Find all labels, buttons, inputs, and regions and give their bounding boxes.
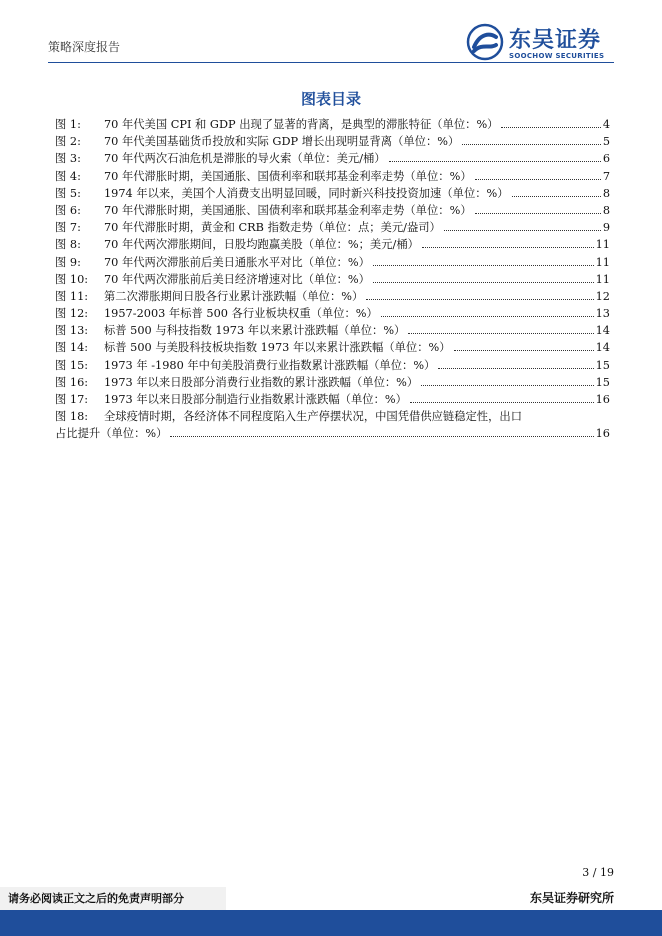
toc-entry-page: 5	[602, 135, 610, 149]
toc-entry[interactable]	[55, 133, 610, 150]
toc-leader-dots	[421, 385, 593, 386]
toc-entry-page: 16	[595, 427, 610, 441]
toc-entry-text: 1973 年 -1980 年中旬美股消费行业指数累计涨跌幅（单位：%）	[104, 358, 436, 372]
toc-entry[interactable]	[55, 391, 610, 408]
toc-leader-dots	[366, 299, 593, 300]
toc-entry-page: 16	[595, 393, 610, 406]
toc-entry-text: 70 年代美国 CPI 和 GDP 出现了显著的背离，是典型的滞胀特征（单位：%）	[104, 118, 499, 131]
toc-entry-page: 7	[602, 169, 610, 183]
toc-leader-dots	[373, 282, 594, 283]
toc-leader-dots	[444, 230, 601, 231]
toc-entry-page: 6	[602, 152, 610, 166]
toc-entry-page: 14	[595, 324, 610, 338]
toc-entry-label: 图 16:	[55, 375, 89, 389]
toc-entry-label: 图 11:	[55, 289, 89, 303]
toc-leader-dots	[462, 144, 601, 145]
footer-bar	[0, 910, 662, 936]
toc-entry-label: 图 2:	[55, 135, 81, 149]
toc-entry-page: 14	[595, 341, 610, 355]
toc-entry[interactable]	[55, 254, 610, 271]
toc-entry[interactable]	[55, 339, 610, 356]
toc-entry-text: 1957-2003 年标普 500 各行业板块权重（单位：%）	[104, 307, 378, 321]
toc-entry-label: 图 8:	[55, 238, 81, 252]
toc-entry-text: 70 年代滞胀时期，美国通胀、国债利率和联邦基金利率走势（单位：%）	[104, 169, 472, 183]
toc-entry-label: 图 12:	[55, 307, 89, 321]
toc-title: 图表目录	[300, 90, 361, 108]
toc-entry-text-continued: 占比提升（单位：%）	[55, 427, 168, 441]
toc-entry[interactable]	[55, 219, 610, 236]
toc-leader-dots	[512, 196, 601, 197]
toc-entry-text: 1973 年以来日股部分消费行业指数的累计涨跌幅（单位：%）	[104, 375, 419, 389]
toc-leader-dots	[454, 350, 594, 351]
toc-entry-label: 图 1:	[55, 118, 81, 131]
toc-leader-dots	[501, 127, 600, 128]
toc-entry-label: 图 9:	[55, 255, 81, 269]
toc-entry-page: 9	[602, 221, 610, 235]
toc-entry-page: 12	[595, 289, 610, 303]
toc-entry-text: 70 年代美国基础货币投放和实际 GDP 增长出现明显背离（单位：%）	[104, 135, 460, 149]
toc-entry-page: 4	[602, 118, 610, 131]
toc-entry-page: 11	[595, 272, 610, 286]
header-divider	[48, 62, 614, 63]
toc-entry-label: 图 13:	[55, 324, 89, 338]
toc-entry[interactable]	[55, 185, 610, 202]
toc-entry[interactable]	[55, 168, 610, 185]
toc-leader-dots	[422, 247, 594, 248]
toc-entry[interactable]	[55, 322, 610, 339]
toc-entry-text: 1974 年以来，美国个人消费支出明显回暖，同时新兴科技投资加速（单位：%）	[104, 186, 509, 200]
toc-entry-label: 图 6:	[55, 203, 81, 217]
report-type-label: 策略深度报告	[48, 40, 121, 54]
toc-entry-label: 图 3:	[55, 152, 81, 166]
toc-entry-page: 15	[595, 358, 610, 372]
toc-entry-label: 图 17:	[55, 393, 89, 406]
toc-leader-dots	[373, 265, 594, 266]
toc-entry[interactable]	[55, 271, 610, 288]
toc-entry-text: 70 年代滞胀时期，美国通胀、国债利率和联邦基金利率走势（单位：%）	[104, 203, 472, 217]
toc-entry-text: 70 年代两次滞胀前后美日经济增速对比（单位：%）	[104, 272, 370, 286]
institute-name: 东吴证券研究所	[529, 891, 614, 905]
toc-leader-dots	[410, 402, 594, 403]
toc-leader-dots	[389, 161, 601, 162]
toc-entry-text: 70 年代两次石油危机是滞胀的导火索（单位：美元/桶）	[104, 152, 386, 166]
logo-chinese-name: 东吴证券	[509, 28, 602, 53]
toc-entry-page: 13	[595, 307, 610, 321]
toc-leader-dots	[475, 179, 601, 180]
toc-entry-page: 15	[595, 375, 610, 389]
toc-entry[interactable]	[55, 202, 610, 219]
toc-entry-page: 11	[595, 255, 610, 269]
toc-entry-page: 8	[602, 186, 610, 200]
disclaimer-notice: 请务必阅读正文之后的免责声明部分	[0, 887, 226, 910]
toc-entry-page: 11	[595, 238, 610, 252]
toc-entry[interactable]	[55, 150, 610, 167]
soochow-logo-icon	[466, 23, 504, 61]
toc-entry-label: 图 4:	[55, 169, 81, 183]
toc-entry-label: 图 10:	[55, 272, 89, 286]
toc-entry[interactable]	[55, 236, 610, 253]
toc-entry[interactable]	[55, 357, 610, 374]
toc-entry-text: 标普 500 与科技指数 1973 年以来累计涨跌幅（单位：%）	[104, 324, 406, 338]
toc-entry-text: 标普 500 与美股科技板块指数 1973 年以来累计涨跌幅（单位：%）	[104, 341, 451, 355]
toc-leader-dots	[381, 316, 594, 317]
toc-entry-page: 8	[602, 203, 610, 217]
toc-entry-text: 第二次滞胀期间日股各行业累计涨跌幅（单位：%）	[104, 289, 364, 303]
toc-entry-text: 70 年代两次滞胀前后美日通胀水平对比（单位：%）	[104, 255, 370, 269]
toc-entry[interactable]	[55, 374, 610, 391]
toc-leader-dots	[170, 436, 593, 437]
toc-leader-dots	[438, 368, 593, 369]
toc-entry-label: 图 7:	[55, 221, 81, 235]
toc-entry-label: 图 5:	[55, 186, 81, 200]
toc-entry-text: 70 年代两次滞胀期间，日股均跑赢美股（单位：%；美元/桶）	[104, 238, 419, 252]
toc-entry[interactable]	[55, 408, 610, 442]
toc-entry[interactable]	[55, 288, 610, 305]
toc-entry-label: 图 18:	[55, 410, 89, 424]
toc-entry[interactable]	[55, 116, 610, 133]
page-number: 3 / 19	[582, 866, 614, 879]
company-logo	[466, 23, 614, 63]
toc-entry-text: 1973 年以来日股部分制造行业指数累计涨跌幅（单位：%）	[104, 393, 407, 406]
table-of-figures	[55, 116, 610, 443]
toc-leader-dots	[475, 213, 601, 214]
toc-entry-label: 图 14:	[55, 341, 89, 355]
toc-entry-text: 全球疫情时期，各经济体不同程度陷入生产停摆状况，中国凭借供应链稳定性，出口	[104, 410, 522, 424]
toc-entry-text: 70 年代滞胀时期，黄金和 CRB 指数走势（单位：点；美元/盎司）	[104, 221, 441, 235]
logo-english-name: SOOCHOW SECURITIES	[509, 52, 605, 60]
toc-entry-label: 图 15:	[55, 358, 89, 372]
toc-entry[interactable]	[55, 305, 610, 322]
toc-leader-dots	[408, 333, 593, 334]
